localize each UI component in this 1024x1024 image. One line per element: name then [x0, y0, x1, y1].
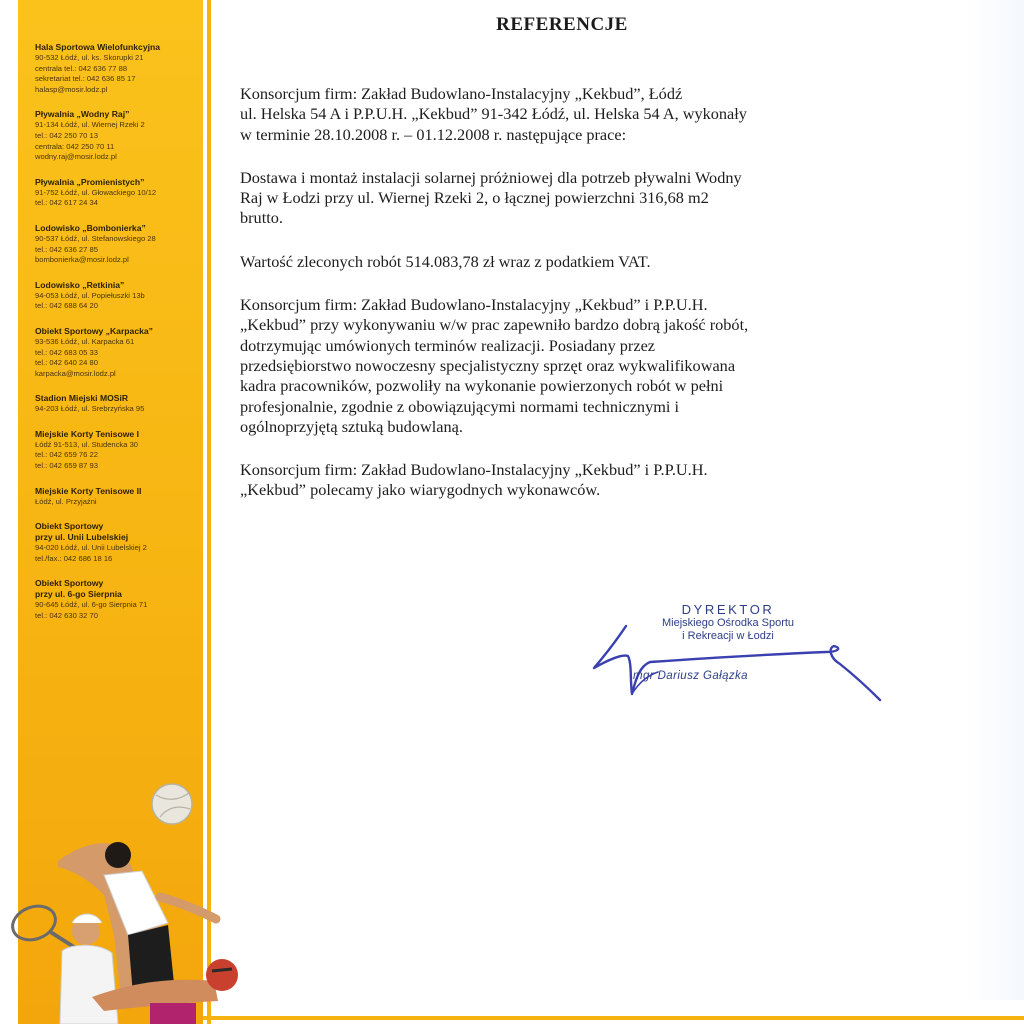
- tennis-racket-icon: [8, 900, 74, 947]
- letter-line: dotrzymując umówionych terminów realizacji. Posiadany przez: [240, 335, 656, 355]
- facility-entry: [35, 326, 200, 379]
- letter-line: Konsorcjum firm: Zakład Budowlano-Instalacyjny „Kekbud”, Łódź: [240, 84, 683, 103]
- facility-detail: Łódź, ul. Przyjaźni: [35, 496, 97, 506]
- letter-paragraph: [240, 84, 880, 145]
- facility-detail: 93-536 Łódź, ul. Karpacka 61: [35, 336, 135, 346]
- facility-detail: tel.: 042 659 87 93: [35, 461, 98, 471]
- facility-detail: centrala: 042 250 70 11: [35, 141, 115, 151]
- facility-detail: tel.: 042 659 76 22: [35, 450, 98, 460]
- facility-detail: 94-053 Łódź, ul. Popiełuszki 13b: [35, 290, 145, 300]
- facility-detail: wodny.raj@mosir.lodz.pl: [35, 152, 117, 162]
- facility-detail: tel.: 042 640 24 80: [35, 358, 98, 368]
- facility-name: Stadion Miejski MOSiR: [35, 393, 129, 404]
- athletes-illustration: [0, 775, 245, 1024]
- facility-name: Lodowisko „Bombonierka”: [35, 222, 146, 233]
- facility-entry: [35, 429, 200, 472]
- facility-detail: tel.: 042 250 70 13: [35, 130, 98, 140]
- facility-name: Miejskie Korty Tenisowe II: [35, 485, 142, 496]
- facility-name: Lodowisko „Retkinia”: [35, 279, 125, 290]
- facility-detail: tel.: 042 617 24 34: [35, 198, 98, 208]
- letter-line: Konsorcjum firm: Zakład Budowlano-Instalacyjny „Kekbud” i P.P.U.H.: [240, 460, 708, 480]
- facility-entry: [35, 521, 200, 564]
- facility-contact-list: [35, 42, 200, 636]
- letter-paragraph: [240, 295, 880, 437]
- stamp-line: Miejskiego Ośrodka Sportu: [661, 617, 795, 629]
- facility-name: Miejskie Korty Tenisowe I: [35, 428, 139, 439]
- facility-entry: [35, 393, 200, 415]
- facility-entry: [35, 42, 200, 95]
- facility-detail: tel.: 042 683 05 33: [35, 347, 98, 357]
- letter-body: [240, 84, 880, 524]
- facility-name: Obiekt Sportowy przy ul. Unii Lubelskiej: [35, 521, 129, 543]
- facility-detail: 90-645 Łódź, ul. 6-go Sierpnia 71: [35, 600, 148, 610]
- letter-line: ogólnoprzyjętą sztuką budowlaną.: [240, 416, 463, 436]
- document-title: REFERENCJE: [496, 14, 628, 35]
- facility-detail: 94-203 Łódź, ul. Srebrzyńska 95: [35, 404, 145, 414]
- facility-detail: halasp@mosir.lodz.pl: [35, 84, 108, 94]
- letter-line: Konsorcjum firm: Zakład Budowlano-Instalacyjny „Kekbud” i P.P.U.H.: [240, 295, 708, 315]
- letter-line: „Kekbud” polecamy jako wiarygodnych wykonawców.: [240, 480, 601, 500]
- letter-line: Raj w Łodzi przy ul. Wiernej Rzeki 2, o łącznej powierzchni 316,68 m2: [240, 188, 709, 208]
- letter-line: kadra pracowników, pozwoliły na wykonanie powierzonych robót w pełni: [240, 376, 724, 396]
- facility-entry: [35, 280, 200, 312]
- facility-detail: Łódź 91-513, ul. Studencka 30: [35, 439, 139, 449]
- facility-entry: [35, 486, 200, 508]
- facility-detail: 91-752 Łódź, ul. Głowackiego 10/12: [35, 187, 157, 197]
- facility-name: Pływalnia „Promienistych”: [35, 176, 145, 187]
- signatory-name: mgr Dariusz Gałązka: [633, 670, 748, 682]
- facility-detail: 90-537 Łódź, ul. Stefanowskiego 28: [35, 233, 156, 243]
- stamp-title: DYREKTOR: [681, 602, 775, 617]
- letter-line: profesjonalnie, zgodnie z obowiązującymi normami technicznymi i: [240, 396, 679, 416]
- facility-detail: 91-134 Łódź, ul. Wiernej Rzeki 2: [35, 120, 145, 130]
- facility-detail: bombonierka@mosir.lodz.pl: [35, 255, 129, 265]
- letter-paragraph: [240, 460, 880, 501]
- facility-detail: tel./fax.: 042 686 18 16: [35, 553, 113, 563]
- letter-line: „Kekbud” przy wykonywaniu w/w prac zapewniło bardzo dobrą jakość robót,: [240, 315, 749, 335]
- facility-entry: [35, 223, 200, 266]
- facility-detail: sekretariat tel.: 042 636 85 17: [35, 74, 136, 84]
- facility-detail: centrala tel.: 042 636 77 88: [35, 63, 128, 73]
- letter-line: w terminie 28.10.2008 r. – 01.12.2008 r. następujące prace:: [240, 124, 627, 144]
- facility-name: Hala Sportowa Wielofunkcyjna: [35, 42, 161, 52]
- stamp-line: i Rekreacji w Łodzi: [682, 630, 774, 642]
- facility-detail: tel.: 042 688 64 20: [35, 301, 98, 311]
- volleyball-icon: [152, 784, 192, 824]
- facility-detail: karpacka@mosir.lodz.pl: [35, 368, 116, 378]
- facility-name: Obiekt Sportowy przy ul. 6-go Sierpnia: [35, 578, 122, 600]
- letter-paragraph: [240, 252, 880, 272]
- letter-paragraph: [240, 168, 880, 229]
- letter-line: ul. Helska 54 A i P.P.U.H. „Kekbud” 91-342 Łódź, ul. Helska 54 A, wykonały: [240, 104, 747, 124]
- facility-entry: [35, 109, 200, 162]
- letter-line: Dostawa i montaż instalacji solarnej próżniowej dla potrzeb pływalni Wodny: [240, 167, 742, 187]
- letter-line: przedsiębiorstwo nowoczesny specjalistyczny sprzęt oraz wykwalifikowana: [240, 355, 736, 375]
- letter-line: Wartość zleconych robót 514.083,78 zł wraz z podatkiem VAT.: [240, 251, 651, 271]
- scan-edge-shading: [964, 0, 1024, 1000]
- facility-detail: tel.: 042 636 27 85: [35, 244, 98, 254]
- facility-entry: [35, 177, 200, 209]
- facility-detail: 90-532 Łódź, ul. ks. Skorupki 21: [35, 53, 144, 62]
- facility-detail: tel.: 042 630 32 70: [35, 611, 98, 621]
- facility-detail: 94-020 Łódź, ul. Unii Lubelskiej 2: [35, 543, 147, 553]
- facility-name: Obiekt Sportowy „Karpacka”: [35, 325, 153, 336]
- handwritten-signature: [588, 618, 888, 713]
- letter-line: brutto.: [240, 208, 283, 228]
- bottom-divider: [203, 1016, 1024, 1020]
- facility-entry: [35, 578, 200, 621]
- facility-name: Pływalnia „Wodny Raj”: [35, 109, 130, 120]
